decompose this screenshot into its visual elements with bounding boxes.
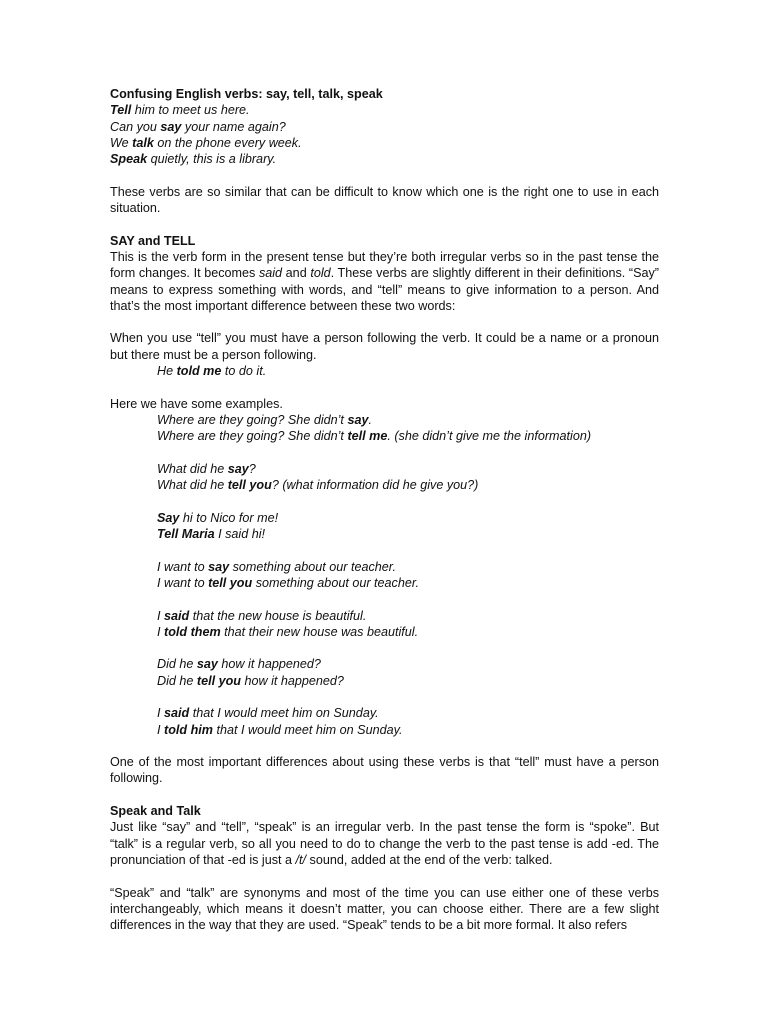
example-he-told-me: He told me to do it.: [157, 364, 267, 379]
paragraph-speak-talk-synonyms: “Speak” and “talk” are synonyms and most of the time you can use either one of these verbs interchangeably, which means it doesn’t matter, you can choose either. There are a few slight differences in the way that they are used. “Speak” tends to be a bit more formal. It also refers: [110, 885, 659, 933]
intro-example-2: Can you say your name again?: [110, 119, 286, 134]
example-sentence: I want to say something about our teacher.: [157, 559, 396, 574]
paragraph-tell-rule: When you use “tell” you must have a person following the verb. It could be a name or a pronoun but there must be a person following.: [110, 331, 659, 362]
example-sentence: Did he say how it happened?: [157, 657, 321, 672]
example-sentence: Where are they going? She didn’t say.: [157, 412, 372, 427]
example-sentence: What did he say?: [157, 461, 256, 476]
example-sentence: I told them that their new house was beautiful.: [157, 624, 419, 639]
example-sentence: I said that the new house is beautiful.: [157, 608, 367, 623]
document-title: Confusing English verbs: say, tell, talk, speak: [110, 87, 383, 101]
example-sentence: Tell Maria I said hi!: [157, 527, 266, 542]
section-heading-speak-talk: Speak and Talk: [110, 804, 201, 819]
paragraph-examples-intro: Here we have some examples.: [110, 396, 283, 411]
example-sentence: Say hi to Nico for me!: [157, 510, 279, 525]
example-sentence: Did he tell you how it happened?: [157, 673, 344, 688]
example-sentence: Where are they going? She didn’t tell me. (she didn’t give me the information): [157, 429, 592, 444]
example-sentence: I want to tell you something about our teacher.: [157, 575, 420, 590]
example-sentence: What did he tell you? (what information did he give you?): [157, 478, 479, 493]
intro-example-4: Speak quietly, this is a library.: [110, 152, 277, 167]
document-page: [110, 86, 659, 933]
section-heading-say-tell: SAY and TELL: [110, 233, 196, 248]
paragraph-tell-summary: One of the most important differences about using these verbs is that “tell” must have a person following.: [110, 755, 659, 786]
intro-example-3: We talk on the phone every week.: [110, 135, 302, 150]
paragraph-speak-talk-forms: Just like “say” and “tell”, “speak” is an irregular verb. In the past tense the form is “spoke”. But “talk” is a regular verb, so all you need to do to change the verb to the past tense is add -ed. The pronunciation of that -ed is just a /t/ sound, added at the end of the verb: talked.: [110, 820, 659, 867]
intro-example-1: Tell him to meet us here.: [110, 103, 250, 118]
intro-examples: [110, 102, 659, 167]
example-sentence: I told him that I would meet him on Sunday.: [157, 722, 403, 737]
paragraph-say-tell-definition: This is the verb form in the present tense but they’re both irregular verbs so in the past tense the form changes. It becomes said and told. These verbs are slightly different in their definitions. “Say” means to express something with words, and “tell” means to give information to a person. And that’s the most important difference between these two words:: [110, 249, 659, 313]
paragraph-intro: These verbs are so similar that can be difficult to know which one is the right one to use in each situation.: [110, 184, 659, 216]
example-sentence: I said that I would meet him on Sunday.: [157, 706, 379, 721]
example-groups: [110, 412, 659, 738]
